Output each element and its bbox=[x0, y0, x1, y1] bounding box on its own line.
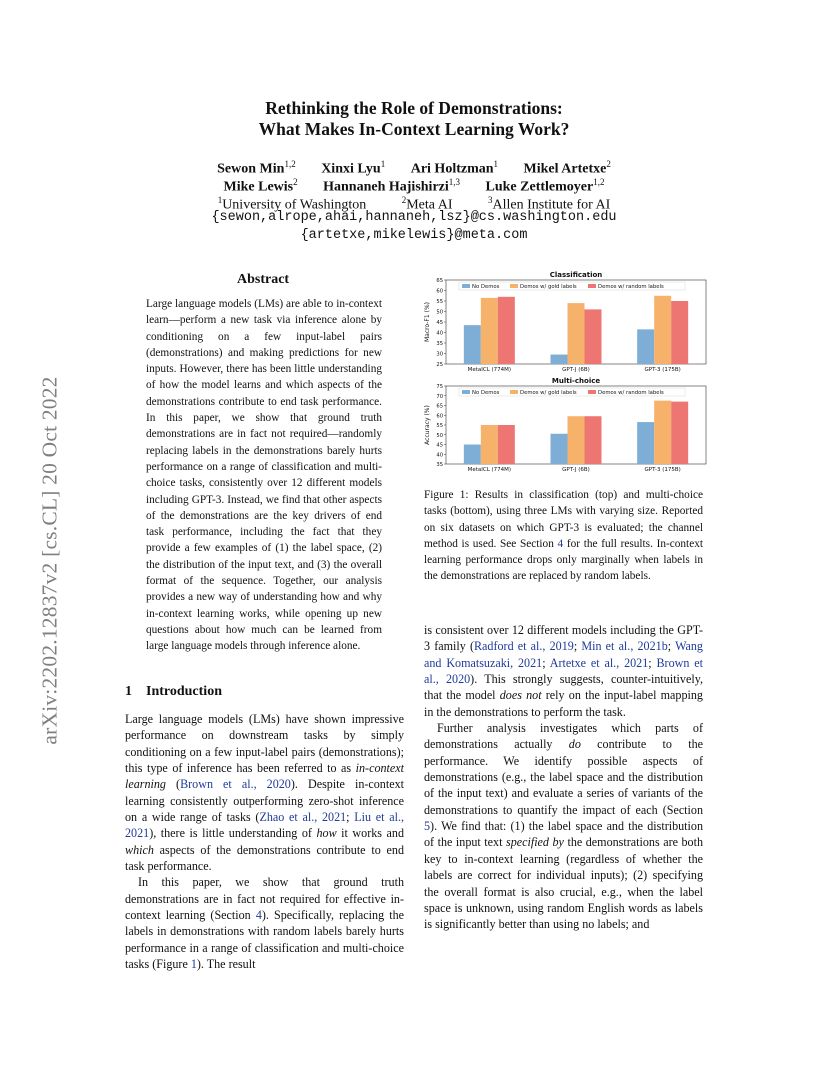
bar-demos-w-random-labels bbox=[498, 297, 515, 364]
multi-choice-chart bbox=[424, 377, 706, 473]
abstract-heading: Abstract bbox=[237, 272, 290, 287]
bar-no-demos bbox=[551, 434, 568, 464]
bar-demos-w-random-labels bbox=[585, 309, 602, 364]
x-tick-label: GPT-3 (175B) bbox=[644, 467, 681, 473]
y-tick-label: 35 bbox=[436, 462, 443, 468]
text: ; bbox=[346, 810, 355, 825]
citation-link[interactable]: Wang and Komatsuzaki, 2021 bbox=[424, 639, 703, 670]
y-tick-label: 45 bbox=[436, 320, 443, 326]
intro-paragraph-2 bbox=[125, 874, 404, 972]
x-tick-label: GPT-J (6B) bbox=[562, 367, 590, 373]
section-number: 1 bbox=[125, 684, 132, 699]
bar-no-demos bbox=[464, 325, 481, 364]
citation-link[interactable]: Artetxe et al., 2021 bbox=[549, 655, 649, 670]
bar-no-demos bbox=[464, 445, 481, 465]
author-name: Mike Lewis bbox=[223, 179, 294, 195]
y-tick-label: 60 bbox=[436, 413, 443, 420]
author-name: Luke Zettlemoyer bbox=[485, 179, 594, 195]
y-tick-label: 40 bbox=[436, 330, 443, 337]
bar-demos-w-random-labels bbox=[585, 416, 602, 464]
bar-demos-w-gold-labels bbox=[481, 425, 498, 464]
text: the demonstrations are both key to in-context learning (regardless of whether the labels are correct for individual inputs); (2) specifying the overall format is also crucial, e.g., when the label space is unknown, using random English words as labels is significantly better than using no labels; and bbox=[424, 835, 703, 932]
legend-swatch bbox=[462, 390, 470, 394]
classification-chart bbox=[424, 271, 706, 373]
legend-swatch bbox=[510, 390, 518, 394]
text: is consistent over 12 different models including the GPT-3 family ( bbox=[424, 623, 703, 654]
emphasis: how bbox=[316, 826, 337, 841]
intro-paragraph-1 bbox=[125, 711, 404, 874]
y-tick-label: 55 bbox=[436, 423, 443, 429]
y-tick-label: 75 bbox=[436, 384, 443, 390]
section-title: Introduction bbox=[146, 684, 222, 699]
legend-label: No Demos bbox=[472, 390, 500, 396]
affiliation-name: University of Washington bbox=[222, 197, 367, 213]
bar-demos-w-gold-labels bbox=[568, 303, 585, 364]
legend-label: Demos w/ random labels bbox=[598, 390, 664, 396]
bar-no-demos bbox=[637, 329, 654, 364]
text: ). Specifically, replacing the labels in demonstrations with random labels barely hurts performance in a range of classification and multi-choice tasks (Figure bbox=[125, 908, 404, 972]
citation-link[interactable]: Brown et al., 2020 bbox=[424, 655, 703, 687]
text: Figure 1: Results in classification (top) and multi-choice tasks (bottom), using three LMs with varying size. Reported on six datasets on which GPT-3 is evaluated; the channel method is used. See Section bbox=[424, 489, 703, 550]
legend-label: No Demos bbox=[472, 284, 500, 290]
bar-demos-w-random-labels bbox=[671, 301, 688, 364]
bar-demos-w-gold-labels bbox=[654, 296, 671, 364]
y-tick-label: 50 bbox=[436, 432, 443, 439]
bar-no-demos bbox=[551, 355, 568, 364]
text: ). We find that: (1) the label space and the distribution of the input text bbox=[424, 819, 703, 850]
x-tick-label: MetaICL (774M) bbox=[467, 467, 512, 473]
intro-paragraph-4 bbox=[424, 720, 703, 932]
emphasis: do bbox=[568, 737, 581, 752]
text: contribute to the performance. We identify possible aspects of demonstrations (e.g., the label space and the distribution of the input text) and evaluate a series of variants of the demonstrations to quantify the impact of each (Section bbox=[424, 737, 703, 817]
affiliation-name: Allen Institute for AI bbox=[492, 197, 611, 213]
author-name: Sewon Min bbox=[217, 161, 285, 177]
intro-paragraph-3 bbox=[424, 622, 703, 720]
affiliation-number: 3 bbox=[488, 195, 493, 205]
y-tick-label: 65 bbox=[436, 403, 443, 410]
text: aspects of the demonstrations contribute to end task performance. bbox=[125, 842, 404, 874]
legend-label: Demos w/ gold labels bbox=[520, 390, 577, 396]
legend-swatch bbox=[462, 284, 470, 288]
y-tick-label: 55 bbox=[436, 299, 443, 305]
legend-label: Demos w/ random labels bbox=[598, 284, 664, 290]
text: ; bbox=[667, 639, 676, 654]
intro-left-column bbox=[125, 711, 404, 973]
figure-1-charts bbox=[420, 268, 710, 478]
chart-title: Multi-choice bbox=[551, 377, 601, 385]
author-affiliation: 2 bbox=[293, 177, 298, 187]
text: ; bbox=[573, 639, 582, 654]
y-tick-label: 70 bbox=[436, 393, 443, 400]
paper-title-line1: Rethinking the Role of Demonstrations: bbox=[265, 98, 563, 118]
author-name: Hannaneh Hajishirzi bbox=[323, 179, 449, 195]
y-tick-label: 30 bbox=[436, 351, 443, 358]
text: Large language models (LMs) have shown impressive performance on downstream tasks by simply conditioning on a few input-label pairs (demonstrations); this type of inference has been referred to as bbox=[125, 712, 404, 776]
y-tick-label: 25 bbox=[436, 362, 443, 368]
intro-right-column bbox=[424, 622, 703, 933]
figure-link[interactable]: 1 bbox=[190, 957, 197, 972]
section-link[interactable]: 5 bbox=[424, 819, 431, 834]
section-link[interactable]: 4 bbox=[557, 537, 564, 550]
email-line-1: {sewon,alrope,ahai,hannaneh,lsz}@cs.washington.edu bbox=[211, 210, 617, 225]
y-axis-label: Accuracy (%) bbox=[424, 405, 431, 445]
legend-swatch bbox=[588, 390, 596, 394]
text: for the full results. In-context learning performance drops only marginally when labels in the demonstrations are replaced by random labels. bbox=[424, 537, 703, 583]
author-affiliation: 1,2 bbox=[284, 159, 296, 169]
affiliation-name: Meta AI bbox=[406, 197, 453, 213]
text: ), there is little understanding of bbox=[149, 826, 317, 841]
emphasis: does not bbox=[499, 688, 542, 703]
y-axis-label: Macro-F1 (%) bbox=[424, 302, 431, 342]
x-tick-label: GPT-3 (175B) bbox=[644, 367, 681, 373]
affiliation-number: 2 bbox=[401, 195, 407, 205]
email-line-2: {artetxe,mikelewis}@meta.com bbox=[300, 228, 528, 243]
citation-link[interactable]: Brown et al., 2020 bbox=[180, 777, 291, 792]
paper-title-line2: What Makes In-Context Learning Work? bbox=[258, 119, 570, 139]
y-tick-label: 45 bbox=[436, 442, 443, 449]
legend-swatch bbox=[588, 284, 596, 288]
arxiv-stamp: arXiv:2202.12837v2 [cs.CL] 20 Oct 2022 bbox=[37, 376, 62, 745]
citation-link[interactable]: Zhao et al., 2021 bbox=[259, 810, 347, 825]
text: ; bbox=[648, 655, 657, 670]
bar-demos-w-random-labels bbox=[671, 402, 688, 464]
text: ( bbox=[165, 777, 181, 792]
chart-title: Classification bbox=[549, 271, 603, 279]
legend-label: Demos w/ gold labels bbox=[520, 284, 577, 290]
section-link[interactable]: 4 bbox=[255, 908, 262, 923]
y-tick-label: 50 bbox=[436, 309, 443, 316]
bar-no-demos bbox=[637, 422, 654, 464]
figure-1-caption bbox=[424, 487, 703, 585]
author-affiliation: 1,2 bbox=[593, 177, 605, 187]
bar-demos-w-gold-labels bbox=[654, 401, 671, 464]
bar-demos-w-gold-labels bbox=[568, 416, 585, 464]
y-tick-label: 35 bbox=[436, 341, 443, 347]
y-tick-label: 40 bbox=[436, 452, 443, 459]
bar-demos-w-random-labels bbox=[498, 425, 515, 464]
x-tick-label: GPT-J (6B) bbox=[562, 467, 590, 473]
y-tick-label: 60 bbox=[436, 288, 443, 295]
text: ). This strongly suggests, counter-intuitively, that the model bbox=[424, 672, 703, 703]
x-tick-label: MetaICL (774M) bbox=[467, 367, 512, 373]
author-name: Ari Holtzman bbox=[410, 161, 494, 177]
author-name: Mikel Artetxe bbox=[523, 161, 607, 177]
author-affiliation: 2 bbox=[606, 159, 611, 169]
author-affiliation: 1,3 bbox=[448, 177, 461, 187]
text: ). Despite in-context learning consistently outperforming zero-shot inference on a wide range of tasks ( bbox=[125, 777, 404, 825]
author-affiliation: 1 bbox=[380, 159, 386, 169]
emphasis: which bbox=[125, 842, 154, 857]
author-affiliation: 1 bbox=[493, 159, 499, 169]
y-tick-label: 65 bbox=[436, 278, 443, 284]
affiliation-number: 1 bbox=[217, 195, 223, 205]
section-heading-introduction bbox=[125, 684, 222, 700]
citation-link[interactable]: Min et al., 2021b bbox=[581, 639, 668, 654]
text: ). The result bbox=[196, 957, 256, 972]
author-name: Xinxi Lyu bbox=[321, 161, 381, 177]
text: it works and bbox=[336, 826, 404, 841]
bar-demos-w-gold-labels bbox=[481, 298, 498, 364]
emphasis: specified by bbox=[505, 835, 564, 850]
text: rely on the input-label mapping in the demonstrations to perform the task. bbox=[424, 688, 703, 719]
citation-link[interactable]: Radford et al., 2019 bbox=[473, 639, 574, 654]
citation-link[interactable]: Liu et al., 2021 bbox=[125, 810, 405, 841]
text: ; bbox=[542, 655, 550, 670]
text: Further analysis investigates which parts of demonstrations actually bbox=[424, 721, 703, 752]
abstract-text: Large language models (LMs) are able to in-context learn—perform a new task via inference alone by conditioning on a few input-label pairs (demonstrations) and making predictions for new inputs. However, there has been little understanding of how the model learns and which aspects of the demonstrations contribute to end task performance. In this paper, we show that ground truth demonstrations are in fact not required—randomly replacing labels in the demonstrations barely hurts performance on a range of classification and multi-choice tasks, consistently over 12 different models including GPT-3. Instead, we find that other aspects of the demonstrations are the key drivers of end task performance, including the fact that they provide a few examples of (1) the label space, (2) the distribution of the input text, and (3) the overall format of the sequence. Together, our analysis provides a new way of understanding how and why in-context learning works, while opening up new questions about how much can be learned from large language models through inference alone. bbox=[146, 298, 382, 653]
legend-swatch bbox=[510, 284, 518, 288]
text: In this paper, we show that ground truth demonstrations are in fact not required for effective in-context learning (Section bbox=[125, 875, 404, 923]
emphasis: in-context learning bbox=[125, 761, 404, 792]
